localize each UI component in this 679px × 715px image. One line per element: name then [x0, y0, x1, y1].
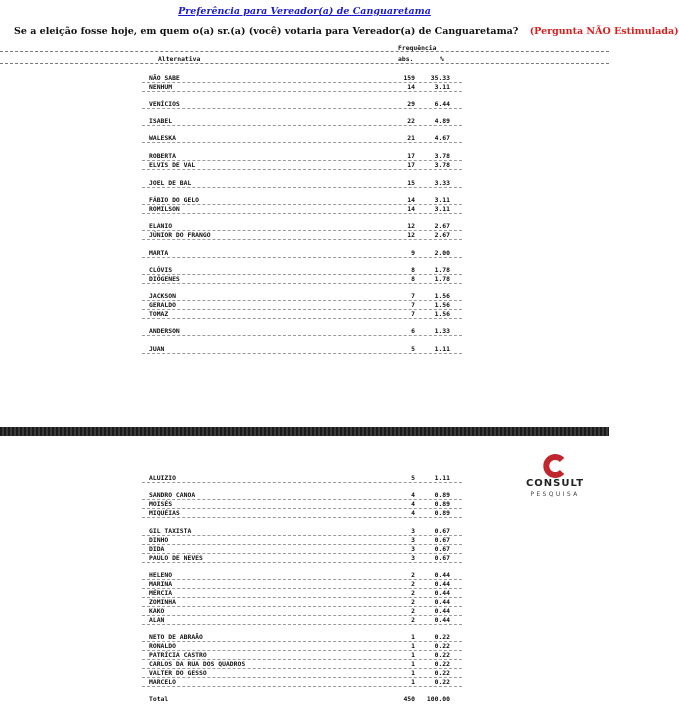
pct-value: 0.89	[434, 509, 450, 517]
pct-value: 1.11	[434, 474, 450, 482]
abs-value: 17	[407, 161, 415, 169]
abs-value: 14	[407, 205, 415, 213]
abs-value: 3	[411, 536, 415, 544]
abs-value: 1	[411, 678, 415, 686]
alternative-name: GERALDO	[149, 301, 176, 309]
table-row	[0, 642, 609, 650]
abs-value: 4	[411, 500, 415, 508]
document-title: Preferência para Vereador(a) de Canguaretama	[178, 6, 431, 17]
alternative-name: CLÓVIS	[149, 266, 173, 274]
alternative-name: ALUIZIO	[149, 474, 176, 482]
alternative-name: GIL TAXISTA	[149, 527, 192, 535]
alternative-name: ANDERSON	[149, 327, 180, 335]
total-abs: 450	[403, 695, 415, 703]
table-row	[0, 275, 609, 283]
abs-value: 7	[411, 310, 415, 318]
pct-value: 1.78	[434, 266, 450, 274]
table-row	[0, 660, 609, 668]
abs-value: 21	[407, 134, 415, 142]
table-row	[0, 117, 609, 125]
table-row	[0, 327, 609, 335]
pct-value: 3.78	[434, 152, 450, 160]
table-row	[0, 74, 609, 82]
alternative-name: VALTER DO GESSO	[149, 669, 207, 677]
header-pct: %	[440, 55, 444, 63]
alternative-name: PATRÍCIA CASTRO	[149, 651, 207, 659]
header-alternativa: Alternativa	[158, 55, 201, 63]
header-abs: abs.	[398, 55, 414, 63]
table-row	[0, 161, 609, 169]
row-separator	[142, 213, 462, 214]
question-note: (Pergunta NÃO Estimulada)	[529, 26, 679, 37]
row-separator	[142, 125, 462, 126]
pct-value: 0.22	[434, 642, 450, 650]
row-separator	[142, 562, 462, 563]
alternative-name: CARLOS DA RUA DOS QUADROS	[149, 660, 246, 668]
table-row	[0, 527, 609, 535]
pct-value: 0.22	[434, 660, 450, 668]
pct-value: 4.89	[434, 117, 450, 125]
pct-value: 1.56	[434, 292, 450, 300]
alternative-name: DINHO	[149, 536, 169, 544]
pct-value: 3.78	[434, 161, 450, 169]
abs-value: 2	[411, 598, 415, 606]
abs-value: 159	[403, 74, 415, 82]
pct-value: 3.33	[434, 179, 450, 187]
alternative-name: PAULO DE NEVES	[149, 554, 203, 562]
abs-value: 3	[411, 527, 415, 535]
abs-value: 12	[407, 231, 415, 239]
alternative-name: MIQUÉIAS	[149, 509, 180, 517]
table-row	[0, 554, 609, 562]
total-pct: 100.00	[426, 695, 450, 703]
alternative-name: ALAN	[149, 616, 165, 624]
alternative-name: ISABEL	[149, 117, 173, 125]
total-label: Total	[149, 695, 169, 703]
table-row	[0, 205, 609, 213]
question-text: Se a eleição fosse hoje, em quem o(a) sr.(a) (você) votaria para Vereador(a) de Canguaretama?	[14, 26, 519, 37]
abs-value: 8	[411, 266, 415, 274]
pct-value: 0.22	[434, 633, 450, 641]
pct-value: 1.56	[434, 301, 450, 309]
table-row	[0, 545, 609, 553]
abs-value: 2	[411, 571, 415, 579]
row-separator	[142, 686, 462, 687]
abs-value: 1	[411, 633, 415, 641]
abs-value: 6	[411, 327, 415, 335]
pct-value: 0.22	[434, 678, 450, 686]
alternative-name: VENÍCIOS	[149, 100, 180, 108]
table-row	[0, 345, 609, 353]
alternative-name: MOISÉS	[149, 500, 173, 508]
alternative-name: JÚNIOR DO FRANGO	[149, 231, 211, 239]
table-row	[0, 580, 609, 588]
table-row	[0, 179, 609, 187]
alternative-name: DIDA	[149, 545, 165, 553]
table-row	[0, 616, 609, 624]
table-row	[0, 100, 609, 108]
table-row	[0, 196, 609, 204]
abs-value: 1	[411, 651, 415, 659]
table-row	[0, 598, 609, 606]
abs-value: 14	[407, 83, 415, 91]
abs-value: 7	[411, 292, 415, 300]
alternative-name: JOEL DE BAL	[149, 179, 192, 187]
pct-value: 0.22	[434, 651, 450, 659]
abs-value: 4	[411, 491, 415, 499]
table-row	[0, 83, 609, 91]
alternative-name: ZOMINHA	[149, 598, 176, 606]
table-row	[0, 310, 609, 318]
alternative-name: ELANIO	[149, 222, 173, 230]
alternative-name: NENHUM	[149, 83, 173, 91]
abs-value: 5	[411, 474, 415, 482]
pct-value: 0.67	[434, 536, 450, 544]
pct-value: 0.89	[434, 500, 450, 508]
table-row	[0, 509, 609, 517]
alternative-name: FÁBIO DO GELO	[149, 196, 200, 204]
alternative-name: MARCELO	[149, 678, 176, 686]
alternative-name: ROMILSON	[149, 205, 180, 213]
pct-value: 1.78	[434, 275, 450, 283]
alternative-name: NÃO SABE	[149, 74, 180, 82]
table-row	[0, 249, 609, 257]
logo-sub: PESQUISA	[530, 491, 580, 498]
abs-value: 29	[407, 100, 415, 108]
abs-value: 2	[411, 580, 415, 588]
table-row	[0, 301, 609, 309]
abs-value: 22	[407, 117, 415, 125]
pct-value: 2.67	[434, 222, 450, 230]
abs-value: 9	[411, 249, 415, 257]
row-separator	[142, 169, 462, 170]
table-row	[0, 669, 609, 677]
table-row	[0, 292, 609, 300]
survey-question	[14, 26, 679, 37]
pct-value: 0.44	[434, 589, 450, 597]
page-break	[0, 427, 609, 475]
row-separator	[142, 187, 462, 188]
alternative-name: MARTA	[149, 249, 169, 257]
table-row	[0, 491, 609, 499]
row-separator	[142, 257, 462, 258]
table-row	[0, 633, 609, 641]
abs-value: 1	[411, 660, 415, 668]
pct-value: 3.11	[434, 196, 450, 204]
abs-value: 3	[411, 545, 415, 553]
pct-value: 0.44	[434, 571, 450, 579]
pct-value: 3.11	[434, 205, 450, 213]
header-line-bottom	[0, 63, 609, 64]
table-row	[0, 536, 609, 544]
alternative-name: MÉRCIA	[149, 589, 173, 597]
pct-value: 3.11	[434, 83, 450, 91]
pct-value: 0.44	[434, 616, 450, 624]
row-separator	[142, 482, 462, 483]
table-row	[0, 474, 609, 482]
row-separator	[142, 108, 462, 109]
table-row	[0, 231, 609, 239]
row-separator	[142, 142, 462, 143]
pct-value: 0.44	[434, 580, 450, 588]
alternative-name: MARINA	[149, 580, 173, 588]
table-row	[0, 222, 609, 230]
table-row	[0, 134, 609, 142]
pct-value: 2.67	[434, 231, 450, 239]
pct-value: 35.33	[430, 74, 450, 82]
abs-value: 4	[411, 509, 415, 517]
abs-value: 1	[411, 669, 415, 677]
alternative-name: JACKSON	[149, 292, 176, 300]
abs-value: 8	[411, 275, 415, 283]
abs-value: 12	[407, 222, 415, 230]
alternative-name: ELVIS DE VAL	[149, 161, 196, 169]
alternative-name: SANDRO CANOA	[149, 491, 196, 499]
total-row	[0, 695, 609, 703]
abs-value: 1	[411, 642, 415, 650]
pct-value: 1.11	[434, 345, 450, 353]
row-separator	[142, 283, 462, 284]
abs-value: 14	[407, 196, 415, 204]
table-row	[0, 266, 609, 274]
pct-value: 0.67	[434, 527, 450, 535]
alternative-name: TOMAZ	[149, 310, 169, 318]
logo-brand: CONSULT	[525, 478, 585, 489]
table-row	[0, 678, 609, 686]
table-row	[0, 500, 609, 508]
pct-value: 0.44	[434, 598, 450, 606]
abs-value: 2	[411, 589, 415, 597]
table-row	[0, 651, 609, 659]
pct-value: 0.67	[434, 545, 450, 553]
pct-value: 0.67	[434, 554, 450, 562]
pct-value: 6.44	[434, 100, 450, 108]
pct-value: 1.56	[434, 310, 450, 318]
abs-value: 2	[411, 616, 415, 624]
abs-value: 7	[411, 301, 415, 309]
abs-value: 15	[407, 179, 415, 187]
pct-value: 1.33	[434, 327, 450, 335]
row-separator	[142, 624, 462, 625]
row-separator	[142, 239, 462, 240]
alternative-name: JUAN	[149, 345, 165, 353]
table-row	[0, 571, 609, 579]
pct-value: 0.44	[434, 607, 450, 615]
pct-value: 4.67	[434, 134, 450, 142]
alternative-name: WALESKA	[149, 134, 176, 142]
pct-value: 0.89	[434, 491, 450, 499]
table-row	[0, 607, 609, 615]
row-separator	[142, 353, 462, 354]
alternative-name: KAKO	[149, 607, 165, 615]
row-separator	[142, 335, 462, 336]
alternative-name: HELENO	[149, 571, 173, 579]
pct-value: 2.00	[434, 249, 450, 257]
alternative-name: ROBERTA	[149, 152, 176, 160]
row-separator	[142, 517, 462, 518]
abs-value: 2	[411, 607, 415, 615]
pct-value: 0.22	[434, 669, 450, 677]
table-row	[0, 152, 609, 160]
table-row	[0, 589, 609, 597]
alternative-name: DIÓGENES	[149, 275, 180, 283]
alternative-name: NETO DE ABRAÃO	[149, 633, 203, 641]
row-separator	[142, 318, 462, 319]
header-frequency: Frequência	[398, 44, 437, 52]
alternative-name: RONALDO	[149, 642, 176, 650]
abs-value: 17	[407, 152, 415, 160]
abs-value: 5	[411, 345, 415, 353]
abs-value: 3	[411, 554, 415, 562]
header-line-top	[0, 51, 609, 52]
row-separator	[142, 91, 462, 92]
